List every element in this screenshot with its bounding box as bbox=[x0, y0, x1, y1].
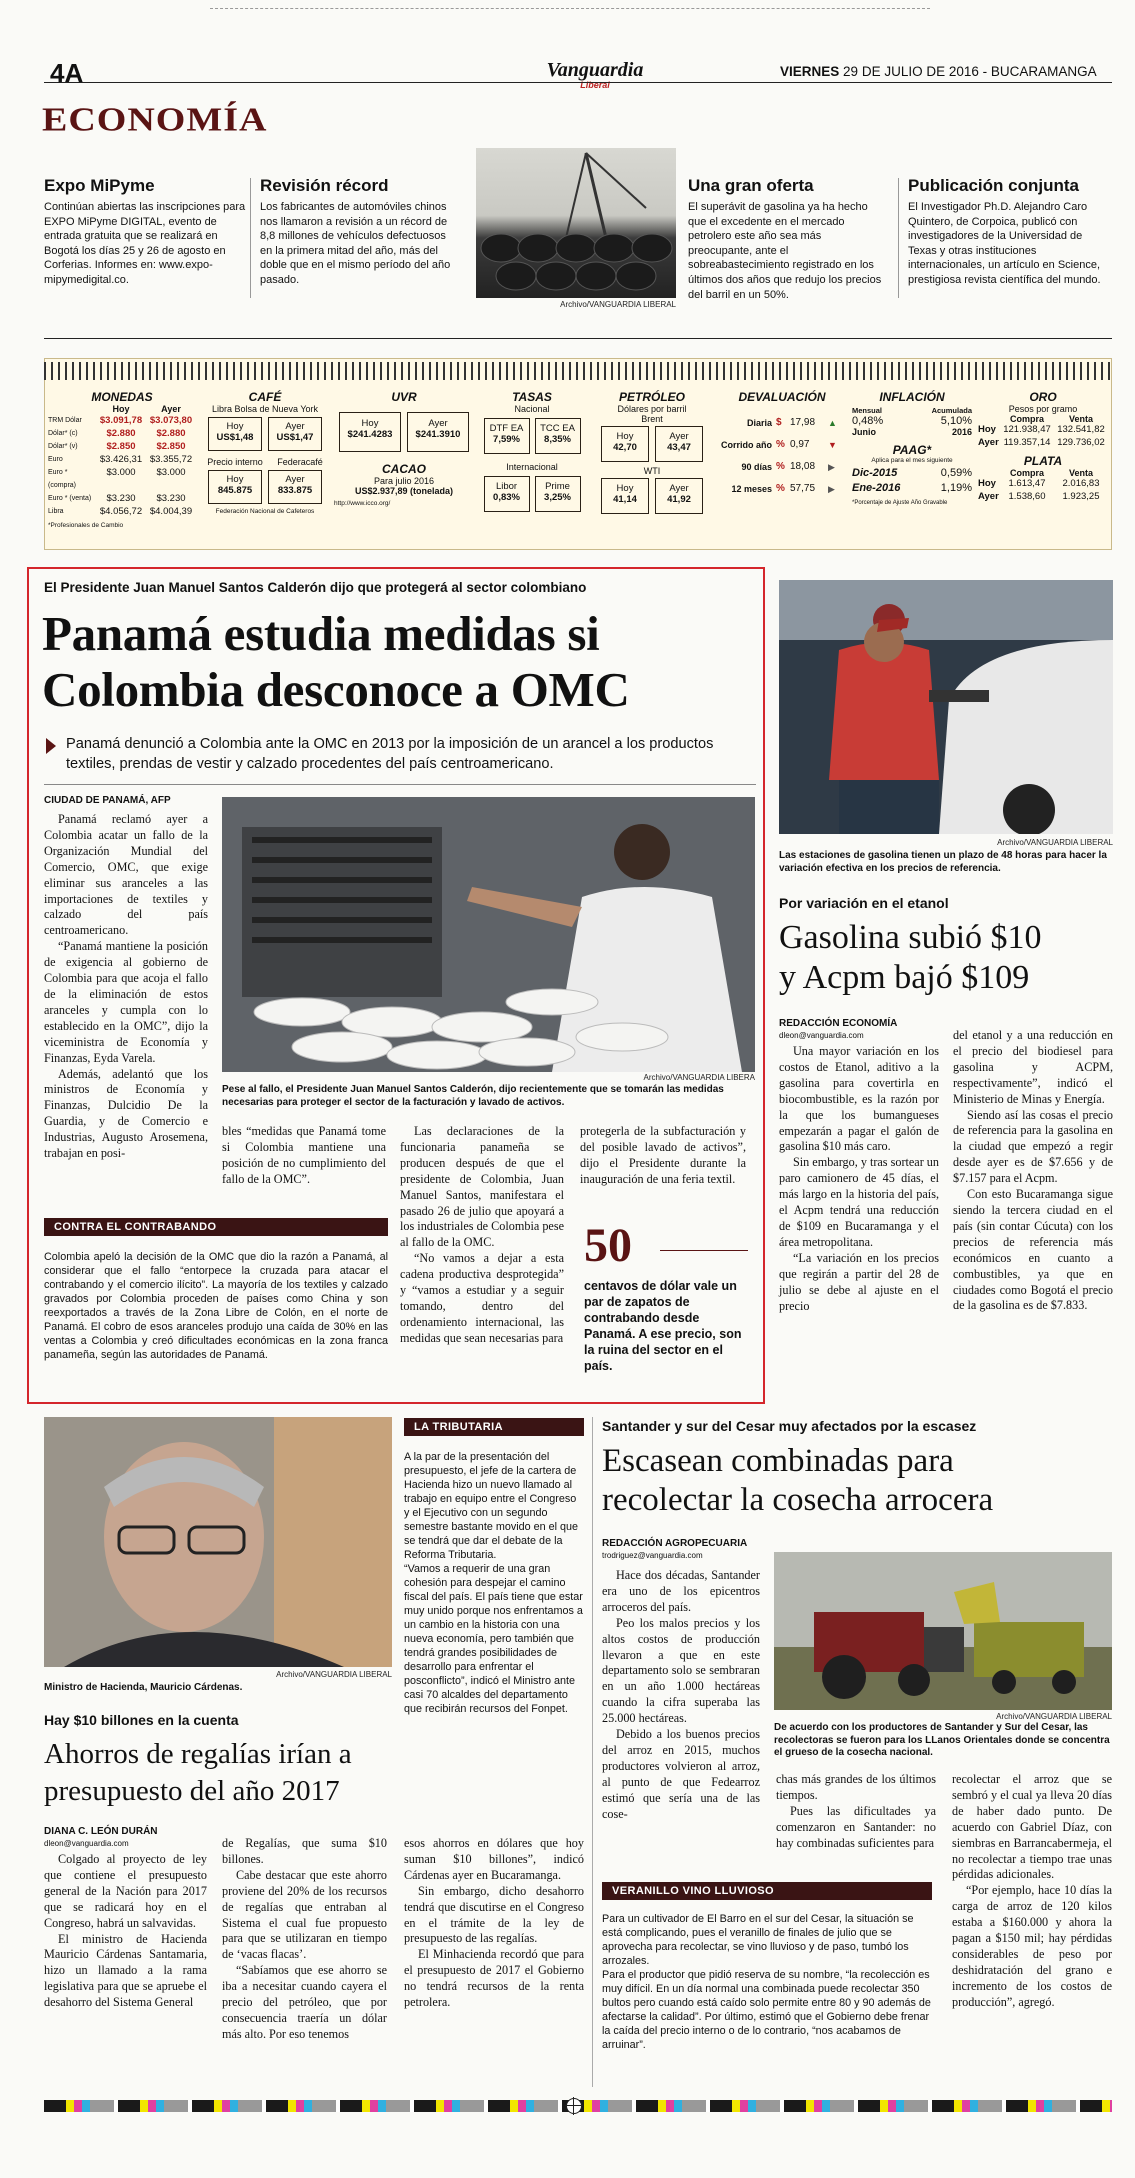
libor-value: 0,83% bbox=[493, 492, 520, 503]
wti-hoy-value: 41,14 bbox=[613, 494, 637, 505]
arroz-headline-line2: recolectar la cosecha arrocera bbox=[602, 1482, 994, 1518]
deck-rule bbox=[44, 784, 756, 785]
paag-sub: Aplica para el mes siguiente bbox=[871, 457, 953, 464]
brief-expo bbox=[44, 176, 247, 288]
monedas-row bbox=[48, 453, 196, 466]
monedas-hoy: $3.426,31 bbox=[99, 454, 143, 465]
lead-headline-line2: Colombia desconoce a OMC bbox=[42, 662, 630, 717]
registration-target-icon bbox=[566, 2098, 582, 2114]
paragraph: protegerla de la subfacturación y del posible lavado de activos”, dijo el Presidente durante la inauguración de una feria textil. bbox=[580, 1124, 746, 1186]
masthead-sub: Liberal bbox=[580, 80, 610, 90]
market-oro bbox=[978, 390, 1108, 502]
infl-mensual: Mensual bbox=[852, 406, 883, 415]
monedas-hoy: $2.880 bbox=[106, 428, 136, 439]
paragraph: A la par de la presentación del presupuesto, el jefe de la cartera de Hacienda hizo un nuevo llamado al trabajo en equipo entre el Congreso y el Ejecutivo con un segundo semestre bastante movido en el que se tendrá que dar el debate de la Reforma Tributaria. bbox=[404, 1451, 579, 1561]
deval-sign: % bbox=[776, 439, 785, 450]
uvr-hoy-value: $241.4283 bbox=[347, 429, 393, 440]
date-day: VIERNES bbox=[780, 64, 840, 79]
gas-column-1 bbox=[779, 1044, 939, 1314]
market-note: *Porcentaje de Ajuste Año Gravable bbox=[852, 500, 948, 506]
market-title: PETRÓLEO bbox=[618, 390, 685, 404]
deval-row bbox=[718, 478, 846, 500]
plata-title: PLATA bbox=[1023, 454, 1063, 468]
deval-label: Diaria bbox=[746, 418, 772, 428]
regalias-column-3 bbox=[404, 1836, 584, 2011]
paragraph: “Vamos a requerir de una gran cohesión para despejar el camino fiscal del país. El país tiene que estar muy unido porque nos enfrentamos a un cambio en la historia con una nueva economía, pero también que tendrá grandes posibilidades de desarrollo para enfrentar el posconflicto”, indicó el Ministro ante casi 70 alcaldes del departamento que recibirán recursos del Fonpet. bbox=[404, 1563, 583, 1715]
monedas-hoy: $2.850 bbox=[106, 441, 136, 452]
gas-station-photo bbox=[779, 580, 1113, 834]
regalias-headline bbox=[44, 1736, 352, 1810]
tributaria-title: LA TRIBUTARIA bbox=[404, 1418, 584, 1436]
oro-r1-a: 121.938,47 bbox=[1003, 424, 1051, 435]
gas-kicker: Por variación en el etanol bbox=[779, 895, 949, 911]
monedas-ayer: $3.073,80 bbox=[149, 415, 193, 426]
veranillo-text: Para un cultivador de El Barro en el sur del Cesar, la situación se está complicando, pues el veranillo de finales de julio que se aprovecha para recolectar, se vino lluvioso y de paso, tumbó los arrozales. Para el productor que pidió reserva de su nombre, “la recolección es muy difícil. En un día normal una combinada puede recolectar 350 bultos pero cuando está caído solo permite entre 80 y 90 además de afectarse la calidad”. Por último, estimó que el Gobierno debe frenar la caída del precio interno o de lo contrario, “nos acabamos de arruinar”. bbox=[602, 1913, 931, 2051]
section-title: ECONOMÍA bbox=[42, 100, 268, 139]
gas-photo-caption: Las estaciones de gasolina tienen un plazo de 48 horas para hacer la variación efectiva en los precios de referencia. bbox=[779, 850, 1107, 874]
regalias-kicker: Hay $10 billones en la cuenta bbox=[44, 1712, 239, 1728]
gas-headline-line1: Gasolina subió $10 bbox=[779, 919, 1042, 956]
gas-headline-line2: y Acpm bajó $109 bbox=[779, 959, 1030, 996]
paragraph: del etanol y a una reducción en el precio del biodiesel para gasolina y ACPM, respectivamente”, indicó el Ministerio de Minas y Energía. bbox=[953, 1028, 1113, 1106]
lead-column-4 bbox=[580, 1124, 746, 1188]
deval-arrow-icon: ▶ bbox=[828, 462, 835, 472]
infl-junio: Junio bbox=[852, 427, 876, 437]
regalias-headline-line2: presupuesto del año 2017 bbox=[44, 1775, 340, 1807]
prime-label: Prime bbox=[545, 481, 570, 492]
markets-spiral bbox=[44, 362, 1112, 380]
paragraph: Debido a los buenos precios del arroz en 2015, muchos productores volvieron al arroz, al punto de que Fedearroz estimó que sería una de las cose- bbox=[602, 1727, 760, 1821]
monedas-label: TRM Dólar bbox=[48, 417, 82, 424]
regalias-column-1 bbox=[44, 1852, 207, 2011]
lead-sidebar-title: CONTRA EL CONTRABANDO bbox=[44, 1218, 388, 1236]
brent-ayer-value: 43,47 bbox=[667, 442, 691, 453]
regalias-headline-line1: Ahorros de regalías irían a bbox=[44, 1738, 352, 1770]
paragraph: Con esto Bucaramanga sigue siendo la tercera ciudad en el país (sin contar Cúcuta) con los precios de referencia más económicos en cuanto a combustibles, ya que en ciudades como Bogotá el precio de la gasolina es de $7.833. bbox=[953, 1187, 1113, 1313]
deval-value: 18,08 bbox=[790, 461, 816, 472]
rice-harvest-illustration bbox=[774, 1552, 1112, 1710]
monedas-label: Libra bbox=[48, 508, 64, 515]
stat-number: 50 bbox=[584, 1219, 632, 1272]
monedas-ayer: $3.230 bbox=[156, 493, 186, 504]
market-title: CAFÉ bbox=[248, 390, 282, 404]
paragraph: Sin embargo, dicho desahorro tendrá que discutirse en el Congreso en el trámite de la ley de presupuesto de las regalías. bbox=[404, 1883, 584, 1946]
monedas-row bbox=[48, 505, 196, 518]
uvr-ayer-value: $241.3910 bbox=[415, 429, 461, 440]
brief-title: Una gran oferta bbox=[688, 176, 814, 195]
monedas-label: Euro * (compra) bbox=[48, 469, 77, 489]
cafe-federacafe-label: Federacafé bbox=[277, 457, 323, 467]
deval-rows bbox=[718, 412, 846, 500]
top-rule bbox=[210, 8, 930, 9]
minister-photo-caption: Ministro de Hacienda, Mauricio Cárdenas. bbox=[44, 1682, 243, 1693]
cacao-title: CACAO bbox=[382, 462, 426, 476]
deval-value: 0,97 bbox=[790, 439, 810, 450]
tcc-value: 8,35% bbox=[544, 434, 571, 445]
paragraph: Siendo así las cosas el precio de referencia para la gasolina en la ciudad que empezó a regir desde ayer es de $7.656 y de $7.157 para el Acpm. bbox=[953, 1107, 1113, 1186]
paragraph: El ministro de Hacienda Mauricio Cárdenas Santamaria, hizo un llamado a la rama legislativa para que se apruebe el desahorro del Sistema General bbox=[44, 1931, 207, 2010]
gas-byline: REDACCIÓN ECONOMÍA bbox=[779, 1018, 898, 1029]
briefs-rule bbox=[44, 338, 1112, 339]
minister-illustration bbox=[44, 1417, 392, 1667]
prime-value: 3,25% bbox=[544, 492, 571, 503]
lead-photo-credit: Archivo/VANGUARDIA LIBERA bbox=[643, 1073, 755, 1082]
monedas-row bbox=[48, 414, 196, 427]
cafe-hoy-label: Hoy bbox=[226, 421, 244, 432]
paragraph: de Regalías, que suma $10 billones. bbox=[222, 1836, 387, 1866]
market-sub: Nacional bbox=[514, 404, 550, 414]
monedas-hoy: $3.091,78 bbox=[99, 415, 143, 426]
deval-row bbox=[718, 456, 846, 478]
paag-r1-value: 0,59% bbox=[940, 467, 972, 479]
regalias-column-2 bbox=[222, 1836, 387, 2043]
market-devaluacion bbox=[718, 390, 846, 500]
deval-arrow-icon: ▶ bbox=[828, 484, 835, 494]
dtf-value: 7,59% bbox=[493, 434, 520, 445]
oil-barrels-photo bbox=[476, 148, 676, 298]
lead-sidebar-text: Colombia apeló la decisión de la OMC que dio la razón a Panamá, al considerar que el fallo “entorpece la cruzada para atacar el contrabando y el comercio ilícito”. La mayoría de los textiles y calzado gravados por Colombia proceden de países como China y son reexportados a través de la Zona Libre de Colón, en el norte de Panamá. El cobro de esos aranceles produjo una caída de 30% en las ventas a Colombia y creó dificultades económicas en la zona franca panameña, según las autoridades de Panamá. bbox=[44, 1251, 388, 1361]
brent-hoy-value: 42,70 bbox=[613, 442, 637, 453]
column-divider bbox=[592, 1417, 593, 2087]
brief-text: El Investigador Ph.D. Alejandro Caro Quintero, de Corpoica, publicó con investigadores de la Universidad de Texas y otras instituciones internacionales, un artículo en Science, prestigiosa revista científica del mundo. bbox=[908, 201, 1101, 286]
brief-title: Publicación conjunta bbox=[908, 176, 1079, 195]
oro-venta: Venta bbox=[1068, 414, 1093, 424]
gas-headline bbox=[779, 918, 1042, 998]
brief-divider bbox=[250, 178, 251, 298]
market-title: UVR bbox=[391, 390, 417, 404]
paragraph: “La variación en los precios que regirán a partir del 28 de julio se debe al ajuste en el precio bbox=[779, 1250, 939, 1313]
paragraph: Colgado al proyecto de ley que contiene el presupuesto general de la Nación para 2017 que se radicará hoy en el Congreso, habrá un salvavidas. bbox=[44, 1852, 207, 1930]
monedas-ayer: $3.000 bbox=[156, 467, 186, 478]
wti-ayer-value: 41,92 bbox=[667, 494, 691, 505]
monedas-label: Dólar* (c) bbox=[48, 430, 78, 437]
monedas-hoy: $3.230 bbox=[106, 493, 136, 504]
market-sub: Libra Bolsa de Nueva York bbox=[211, 404, 319, 414]
lead-dateline: CIUDAD DE PANAMÁ, AFP bbox=[44, 795, 171, 806]
infl-acumulada: Acumulada bbox=[931, 406, 972, 415]
cafe-ayer-value: US$1,47 bbox=[276, 432, 314, 443]
masthead-name: Vanguardia bbox=[546, 59, 644, 81]
market-title: INFLACIÓN bbox=[879, 390, 945, 404]
market-cafe bbox=[200, 390, 330, 515]
date-rest: 29 DE JULIO DE 2016 - BUCARAMANGA bbox=[843, 64, 1097, 79]
arroz-email: trodriguez@vanguardia.com bbox=[602, 1551, 703, 1560]
gas-email: dleon@vanguardia.com bbox=[779, 1031, 864, 1040]
paragraph: Además, adelantó que los ministros de Economía y Finanzas, Dulcidio De la Guardia, y de Comercio e Industrias, Augusto Arosemena, trabajan en posi- bbox=[44, 1066, 208, 1161]
monedas-hoy: $3.000 bbox=[106, 467, 136, 478]
cacao-value: US$2.937,89 (tonelada) bbox=[354, 486, 454, 496]
plata-venta: Venta bbox=[1068, 468, 1093, 478]
dtf-label: DTF EA bbox=[489, 423, 524, 434]
brent-hoy-label: Hoy bbox=[616, 431, 634, 442]
gas-station-illustration bbox=[779, 580, 1113, 834]
lead-headline-line1: Panamá estudia medidas si bbox=[42, 606, 600, 661]
lead-photo-caption: Pese al fallo, el Presidente Juan Manuel Santos Calderón, dijo recientemente que se tomarán las medidas necesarias para proteger el sector de la facturación y lavado de activos. bbox=[222, 1084, 724, 1108]
plata-r1-b: 2.016,83 bbox=[1062, 478, 1100, 489]
gas-column-2 bbox=[953, 1028, 1113, 1314]
masthead-logo bbox=[540, 60, 650, 90]
textile-worker-photo bbox=[222, 797, 755, 1072]
paragraph: Hace dos décadas, Santander era uno de los epicentros arroceros del país. bbox=[602, 1568, 760, 1614]
cafe-ayer2-label: Ayer bbox=[285, 474, 305, 485]
paragraph: Pues las dificultades ya comenzaron en Santander: no hay combinadas suficientes para bbox=[776, 1803, 936, 1850]
deval-row bbox=[718, 434, 846, 456]
infl-year: 2016 bbox=[951, 427, 972, 437]
minister-photo-credit: Archivo/VANGUARDIA LIBERAL bbox=[276, 1670, 392, 1679]
deval-label: 12 meses bbox=[731, 484, 772, 494]
monedas-label: Dólar* (v) bbox=[48, 443, 78, 450]
cacao-sub: Para julio 2016 bbox=[373, 476, 435, 486]
monedas-row bbox=[48, 466, 196, 492]
paragraph: Cabe destacar que este ahorro proviene del 20% de los recursos de regalías que entraban al Sistema el cual fue propuesto para que se utilizaran en tiempo de ‘vacas flacas’. bbox=[222, 1867, 387, 1962]
cafe-interno-label: Precio interno bbox=[207, 457, 263, 467]
tasas-internacional: Internacional bbox=[506, 462, 558, 472]
monedas-hoy: $4.056,72 bbox=[99, 506, 143, 517]
market-note: Federación Nacional de Cafeteros bbox=[215, 508, 315, 515]
cafe-ayer-label: Ayer bbox=[285, 421, 305, 432]
market-petroleo bbox=[592, 390, 712, 514]
paragraph: chas más grandes de los últimos tiempos. bbox=[776, 1772, 936, 1802]
oro-r1-label: Hoy bbox=[978, 424, 996, 435]
monedas-row bbox=[48, 427, 196, 440]
libor-label: Libor bbox=[495, 481, 518, 492]
paragraph: Las declaraciones de la funcionaria panameña se producen después de que el presidente de Colombia, Juan Manuel Santos, manifestara el pasado 26 de julio que apoyará a los industriales de Colombia pese al fallo de la OMC. bbox=[400, 1124, 564, 1250]
paag-r1-label: Dic-2015 bbox=[852, 467, 898, 479]
rice-photo-caption: De acuerdo con los productores de Santander y Sur del Cesar, las recolectoras se fueron para los LLanos Orientales donde se concentra el grueso de la cosecha nacional. bbox=[774, 1722, 1110, 1758]
regalias-email: dleon@vanguardia.com bbox=[44, 1839, 129, 1848]
monedas-ayer: $2.850 bbox=[156, 441, 186, 452]
deval-arrow-icon: ▼ bbox=[828, 440, 837, 450]
uvr-ayer-label: Ayer bbox=[428, 418, 448, 429]
paag-title: PAAG* bbox=[892, 443, 932, 457]
paragraph: “No vamos a dejar a esta cadena productiva desprotegida” y “vamos a estudiar y a seguir tomando, dentro del ordenamiento internacional, las medidas que sean necesarias para bbox=[400, 1251, 564, 1345]
oro-r2-b: 129.736,02 bbox=[1057, 437, 1105, 448]
col-ayer: Ayer bbox=[161, 404, 181, 414]
arroz-byline: REDACCIÓN AGROPECUARIA bbox=[602, 1538, 748, 1549]
lead-column-1 bbox=[44, 812, 208, 1162]
uvr-hoy-label: Hoy bbox=[361, 418, 379, 429]
cafe-hoy2-label: Hoy bbox=[226, 474, 244, 485]
oro-r2-label: Ayer bbox=[978, 437, 999, 448]
brief-title: Revisión récord bbox=[260, 176, 389, 195]
header-rule bbox=[44, 82, 1112, 83]
wti-hoy-label: Hoy bbox=[616, 483, 634, 494]
veranillo-title: VERANILLO VINO LLUVIOSO bbox=[602, 1882, 932, 1900]
monedas-label: Euro * (venta) bbox=[48, 495, 92, 502]
market-title: TASAS bbox=[512, 390, 552, 404]
brief-photo-credit: Archivo/VANGUARDIA LIBERAL bbox=[560, 300, 676, 309]
paragraph: Peo los malos precios y los altos costos de producción llevaron a que en este departamento solo se sembraran en un año 1.000 hectáreas cuando la cifra superaba las 25.000 hectáreas. bbox=[602, 1615, 760, 1726]
oro-compra: Compra bbox=[1009, 414, 1044, 424]
plata-compra: Compra bbox=[1009, 468, 1044, 478]
deval-row bbox=[718, 412, 846, 434]
plata-r2-label: Ayer bbox=[978, 491, 999, 502]
tcc-label: TCC EA bbox=[540, 423, 575, 434]
arroz-headline-line1: Escasean combinadas para bbox=[602, 1443, 954, 1479]
page-date bbox=[780, 64, 1097, 79]
market-inflacion bbox=[852, 390, 972, 506]
lead-kicker: El Presidente Juan Manuel Santos Calderón dijo que protegerá al sector colombiano bbox=[44, 580, 587, 595]
brief-publicacion bbox=[908, 176, 1112, 288]
deck-arrow-icon bbox=[46, 738, 56, 754]
deval-sign: $ bbox=[776, 417, 782, 428]
lead-column-2 bbox=[222, 1124, 386, 1188]
cafe-interno-value: 845.875 bbox=[217, 485, 253, 496]
paag-r2-label: Ene-2016 bbox=[852, 482, 901, 494]
minister-photo bbox=[44, 1417, 392, 1667]
market-title: MONEDAS bbox=[91, 390, 153, 404]
stat-text: centavos de dólar vale un par de zapatos de contrabando desde Panamá. A ese precio, son la ruina del sector en el país. bbox=[584, 1279, 742, 1373]
market-title: DEVALUACIÓN bbox=[738, 390, 826, 404]
market-tasas bbox=[478, 390, 586, 512]
arroz-kicker: Santander y sur del Cesar muy afectados por la escasez bbox=[602, 1418, 977, 1434]
wti-ayer-label: Ayer bbox=[669, 483, 689, 494]
arroz-headline bbox=[602, 1442, 993, 1520]
monedas-ayer: $4.004,39 bbox=[149, 506, 193, 517]
deval-value: 17,98 bbox=[790, 417, 816, 428]
monedas-row bbox=[48, 492, 196, 505]
arroz-column-1 bbox=[602, 1568, 760, 1823]
rice-harvest-photo bbox=[774, 1552, 1112, 1710]
tributaria-text bbox=[404, 1450, 584, 1716]
brief-oferta bbox=[688, 176, 888, 302]
cafe-hoy-value: US$1,48 bbox=[216, 432, 254, 443]
page-number: 4A bbox=[50, 58, 84, 88]
brief-title: Expo MiPyme bbox=[44, 176, 155, 195]
infl-mensual-value: 0,48% bbox=[852, 415, 884, 427]
deval-sign: % bbox=[776, 461, 785, 472]
monedas-row bbox=[48, 440, 196, 453]
brief-text: El superávit de gasolina ya ha hecho que el excedente en el mercado petrolero este año sea más preocupante, ante el sobreabastecimiento registrado en los últimos dos años que redujo los precios del barril en un 50%. bbox=[688, 201, 882, 301]
paragraph: recolectar el arroz que se sembró y el cual ya lleva 20 días de haber dado punto. De acuerdo con Gabriel Díaz, con siembras en Barrancabermeja, el no recolectar a tiempo trae unas pérdidas adicionales. bbox=[952, 1772, 1112, 1882]
brent-label: Brent bbox=[641, 414, 663, 424]
arroz-column-3 bbox=[952, 1772, 1112, 2011]
paragraph: esos ahorros en dólares que hoy suman $10 billones”, indicó Cárdenas ayer en Bucaramanga. bbox=[404, 1836, 584, 1882]
plata-r2-b: 1.923,25 bbox=[1062, 491, 1100, 502]
col-hoy: Hoy bbox=[112, 404, 130, 414]
deval-value: 57,75 bbox=[790, 483, 816, 494]
market-note: *Profesionales de Cambio bbox=[48, 522, 124, 529]
brief-text: Continúan abiertas las inscripciones para EXPO MiPyme DIGITAL, evento de entrada gratuita que se realizará en Bogotá los días 25 y 26 de agosto en Corferias. Informes en: www.expo-mipymedigital.co. bbox=[44, 201, 246, 286]
cafe-federacafe-value: 833.875 bbox=[277, 485, 313, 496]
paragraph: bles “medidas que Panamá tome si Colombia mantiene una posición de no cumplimiento del fallo de la OMC”. bbox=[222, 1124, 386, 1186]
market-note: http://www.icco.org/ bbox=[334, 500, 391, 507]
oro-r1-b: 132.541,82 bbox=[1057, 424, 1105, 435]
market-uvr bbox=[334, 390, 474, 507]
lead-deck: Panamá denunció a Colombia ante la OMC en 2013 por la imposición de un arancel a los productos textiles, prendas de vestir y calzado procedentes del país centroamericano. bbox=[66, 736, 714, 772]
paragraph: Sin embargo, y tras sortear un paro camionero de 45 días, el más largo en la historia del país, el Acpm tendrá una reducción de $109 en Bucaramanga y el área metropolitana. bbox=[779, 1155, 939, 1249]
lead-headline bbox=[42, 606, 630, 718]
paragraph: El Minhacienda recordó que para el presupuesto de 2017 el Gobierno no tendrá recursos de la renta petrolera. bbox=[404, 1947, 584, 2010]
market-sub: Pesos por gramo bbox=[1008, 404, 1078, 414]
lead-column-3 bbox=[400, 1124, 564, 1347]
paag-r2-value: 1,19% bbox=[940, 482, 972, 494]
monedas-label: Euro bbox=[48, 456, 63, 463]
paragraph: “Panamá mantiene la posición de exigencia al gobierno de Colombia para que acoja el fallo de la eliminación de estos aranceles y cumpla con lo establecido en la OMC”, dijo la viceministra de Economía y Finanzas, Eyda Varela. bbox=[44, 939, 208, 1065]
deval-arrow-icon: ▲ bbox=[828, 418, 837, 428]
brent-ayer-label: Ayer bbox=[669, 431, 689, 442]
rice-photo-credit: Archivo/VANGUARDIA LIBERAL bbox=[996, 1712, 1112, 1721]
monedas-ayer: $3.355,72 bbox=[149, 454, 193, 465]
paragraph: Una mayor variación en los costos de Etanol, aditivo a la gasolina para covertirla en biocombustible, es la razón por la que los bumangueses empezarán a pagar el galón de gasolina $10 más caro. bbox=[779, 1044, 939, 1154]
brief-text: Los fabricantes de automóviles chinos nos llamaron a revisión a un récord de 8,8 millones de vehículos defectuosos en la primera mitad del año, más del doble que en el mismo período del año pasado. bbox=[260, 201, 451, 286]
deval-label: 90 días bbox=[741, 462, 772, 472]
plata-r2-a: 1.538,60 bbox=[1008, 491, 1046, 502]
oil-barrels-illustration bbox=[476, 148, 676, 298]
regalias-byline: DIANA C. LEÓN DURÁN bbox=[44, 1826, 158, 1837]
infl-acumulada-value: 5,10% bbox=[940, 415, 972, 427]
brief-revision bbox=[260, 176, 460, 288]
wti-label: WTI bbox=[643, 466, 661, 476]
arroz-column-2 bbox=[776, 1772, 936, 1852]
stat-rule bbox=[660, 1250, 748, 1251]
paragraph: “Sabíamos que ese ahorro se iba a necesitar cuando cayera el precio del petróleo, que por consecuencia traería un dólar más alto. Por eso tenemos bbox=[222, 1963, 387, 2041]
textile-worker-illustration bbox=[222, 797, 755, 1072]
deval-label: Corrido año bbox=[721, 440, 772, 450]
market-title: ORO bbox=[1029, 390, 1057, 404]
gas-photo-credit: Archivo/VANGUARDIA LIBERAL bbox=[997, 838, 1113, 847]
deval-sign: % bbox=[776, 483, 785, 494]
market-monedas bbox=[48, 390, 196, 529]
market-sub: Dólares por barril bbox=[617, 404, 687, 414]
plata-r1-label: Hoy bbox=[978, 478, 996, 489]
plata-r1-a: 1.613,47 bbox=[1008, 478, 1046, 489]
oro-r2-a: 119.357,14 bbox=[1003, 437, 1051, 448]
monedas-ayer: $2.880 bbox=[156, 428, 186, 439]
brief-divider bbox=[898, 178, 899, 298]
paragraph: “Por ejemplo, hace 10 días la carga de arroz de 120 kilos estaba a $160.000 y ahora la pagan a $150 mil; hay pérdidas considerables de peso por deshidratación del grano e incremento de los costos de producción”, agregó. bbox=[952, 1883, 1112, 2009]
paragraph: Panamá reclamó ayer a Colombia acatar un fallo de la Organización Mundial del Comercio, OMC, que exige eliminar sus aranceles a las importaciones de textiles y calzado del país centroamericano. bbox=[44, 812, 208, 938]
monedas-rows bbox=[48, 414, 196, 518]
